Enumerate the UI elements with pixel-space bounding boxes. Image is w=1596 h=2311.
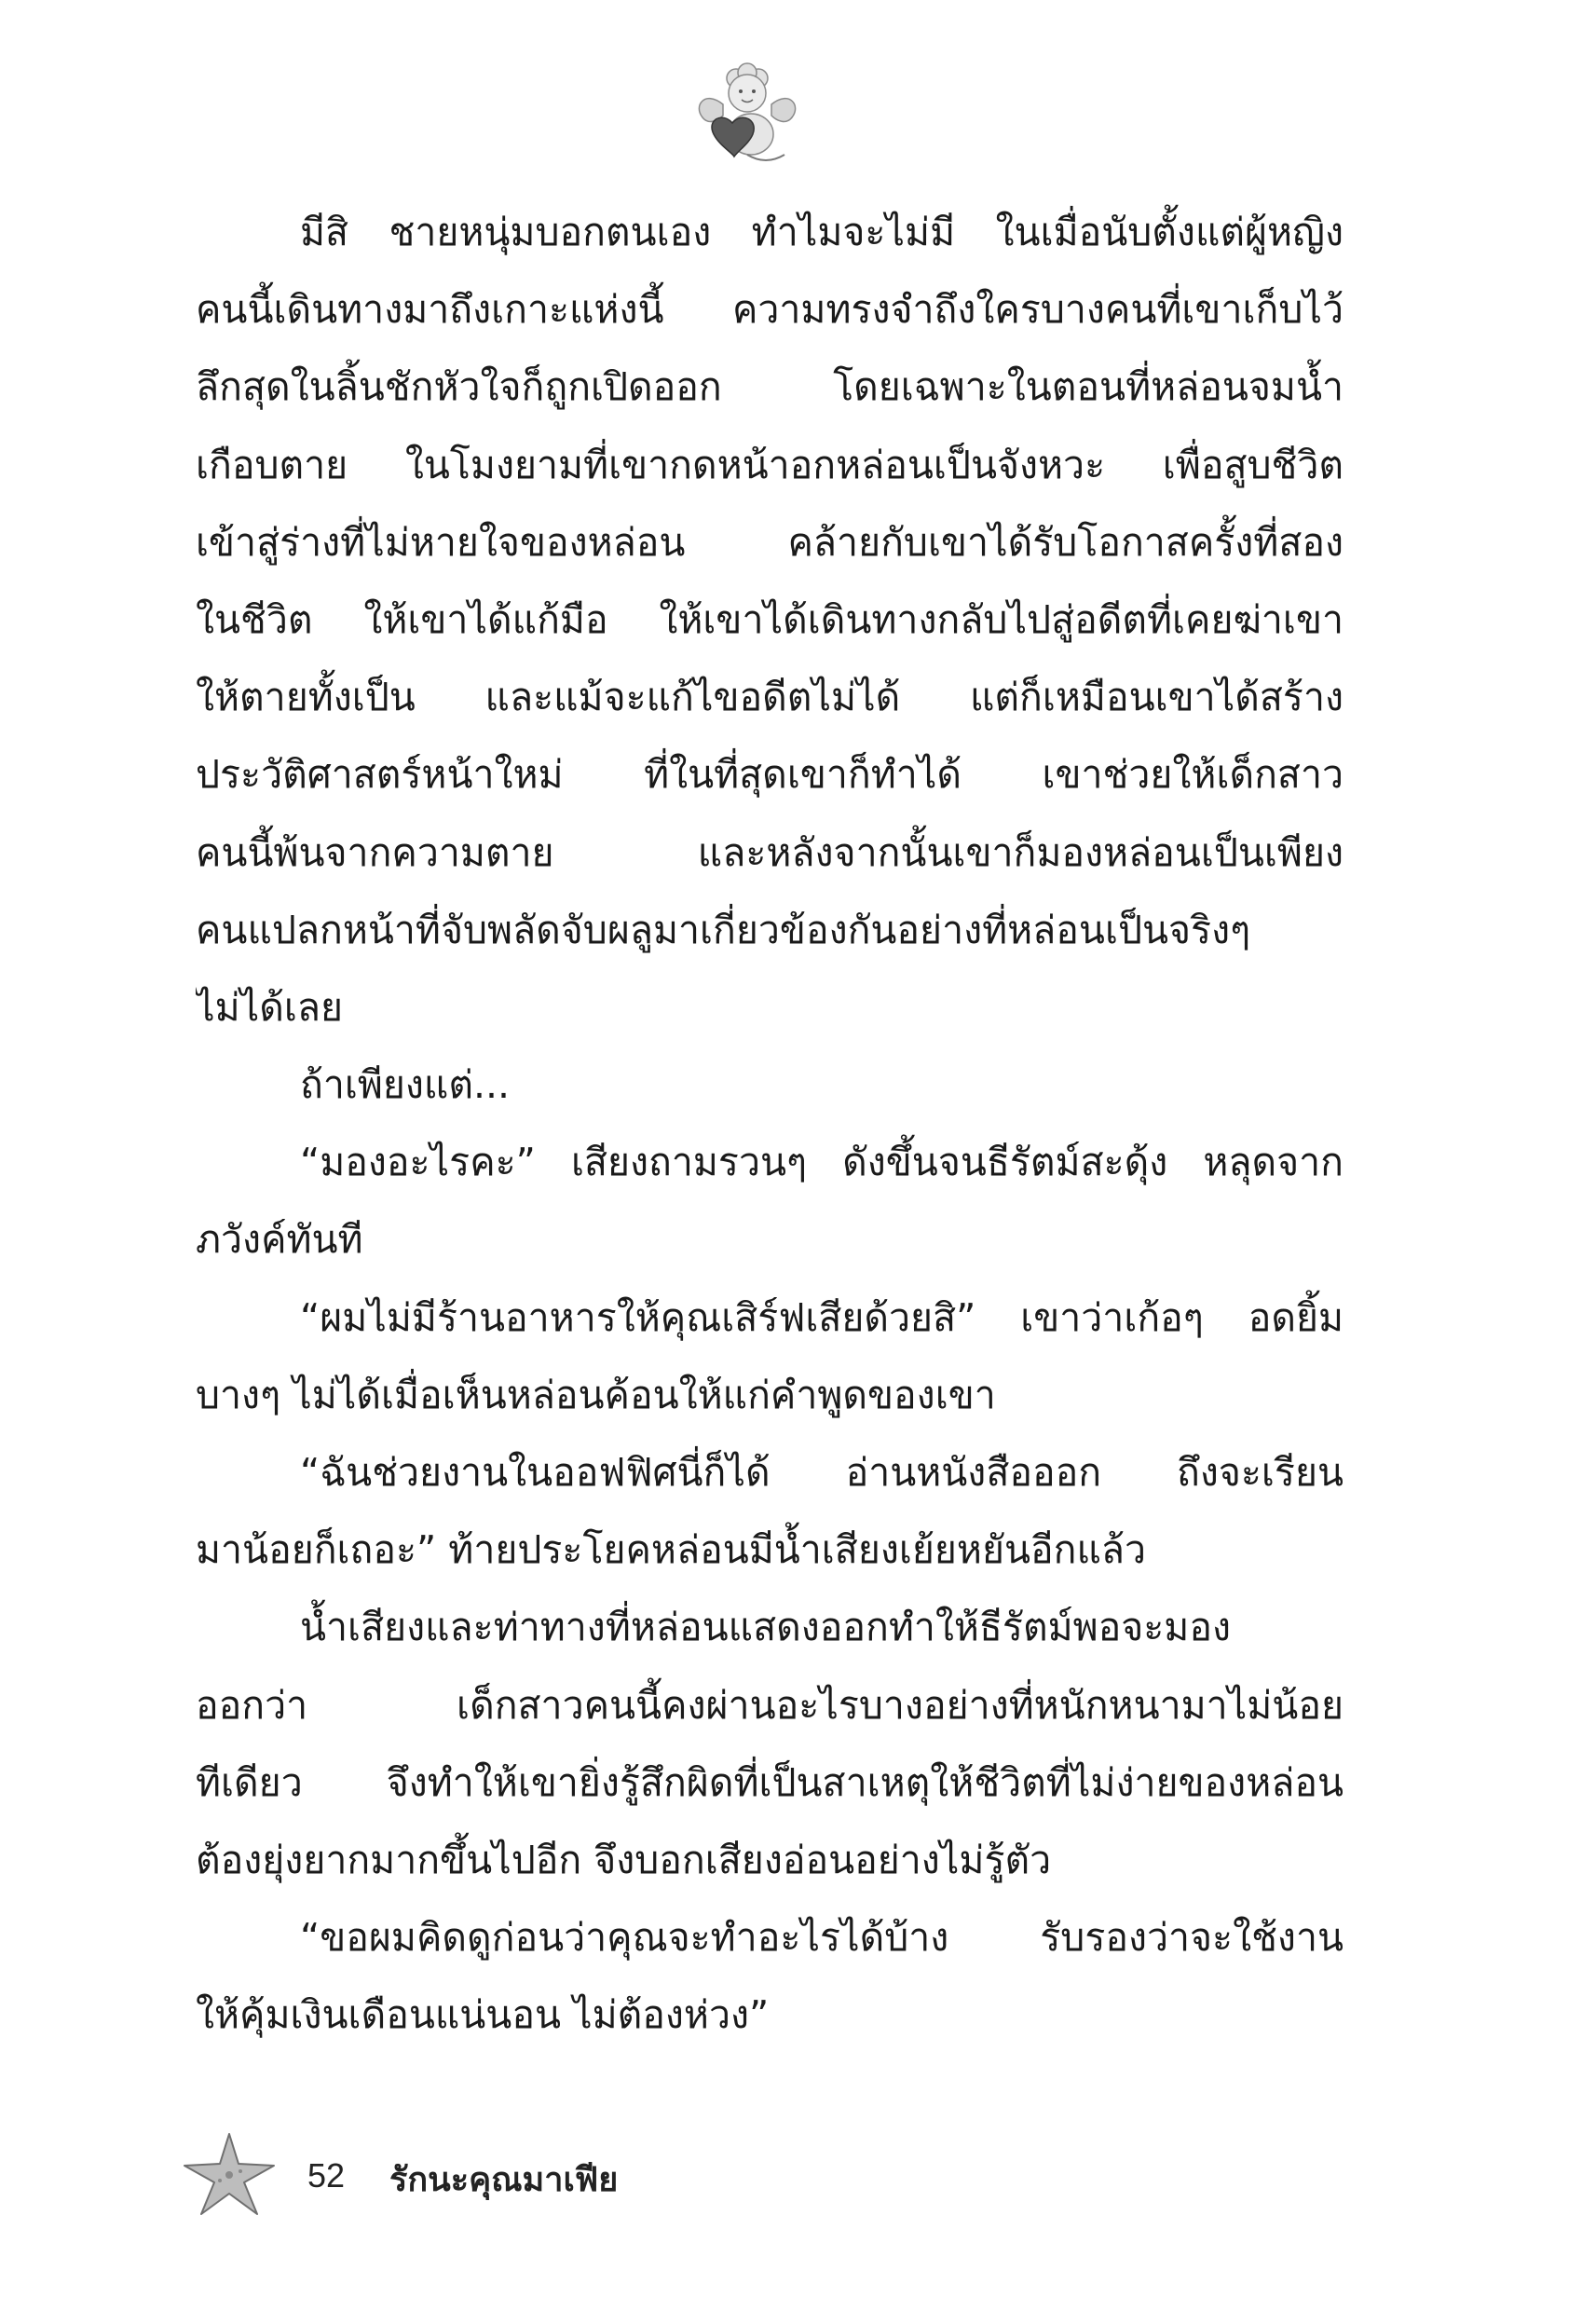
text-line: เกือบตาย ในโมงยามที่เขากดหน้าอกหล่อนเป็นจังหวะ เพื่อสูบชีวิต — [196, 442, 1344, 487]
text-line: ประวัติศาสตร์หน้าใหม่ ที่ในที่สุดเขาก็ทำได้ เขาช่วยให้เด็กสาว — [196, 752, 1344, 798]
text-line: ไม่ได้เลย — [196, 984, 344, 1030]
body-text — [196, 194, 1344, 2055]
page-number: 52 — [307, 2156, 346, 2195]
paragraph — [196, 1046, 1344, 1124]
text-line: มีสิ ชายหนุ่มบอกตนเอง ทำไมจะไม่มี ในเมื่อนับตั้งแต่ผู้หญิง — [300, 210, 1344, 254]
starfish-icon — [183, 2132, 276, 2216]
text-line: ให้ตายทั้งเป็น และแม้จะแก้ไขอดีตไม่ได้ แต่ก็เหมือนเขาได้สร้าง — [196, 675, 1344, 720]
paragraph — [196, 1434, 1344, 1589]
paragraph — [196, 194, 1344, 1046]
text-line: ทีเดียว จึงทำให้เขายิ่งรู้สึกผิดที่เป็นสาเหตุให้ชีวิตที่ไม่ง่ายของหล่อน — [196, 1759, 1344, 1805]
text-line: น้ำเสียงและท่าทางที่หล่อนแสดงออกทำให้ธีรัตม์พอจะมอง — [300, 1605, 1231, 1650]
page-footer — [183, 2132, 835, 2216]
text-line: “ฉันช่วยงานในออฟฟิศนี่ก็ได้ อ่านหนังสือออก ถึงจะเรียน — [300, 1450, 1344, 1495]
text-line: ในชีวิต ให้เขาได้แก้มือ ให้เขาได้เดินทางกลับไปสู่อดีตที่เคยฆ่าเขา — [196, 596, 1344, 642]
paragraph — [196, 1279, 1344, 1434]
text-line: มาน้อยก็เถอะ” ท้ายประโยคหล่อนมีน้ำเสียงเย้ยหยันอีกแล้ว — [196, 1527, 1147, 1573]
text-line: บางๆ ไม่ได้เมื่อเห็นหล่อนค้อนให้แก่คำพูดของเขา — [196, 1372, 996, 1417]
paragraph — [196, 1589, 1344, 1899]
text-line: คนนี้เดินทางมาถึงเกาะแห่งนี้ ความทรงจำถึงใครบางคนที่เขาเก็บไว้ — [196, 287, 1344, 333]
text-line: “ผมไม่มีร้านอาหารให้คุณเสิร์ฟเสียด้วยสิ” เขาว่าเก้อๆ อดยิ้ม — [300, 1294, 1344, 1340]
text-line: คนแปลกหน้าที่จับพลัดจับผลูมาเกี่ยวข้องกันอย่างที่หล่อนเป็นจริงๆ — [196, 907, 1251, 952]
text-line: คนนี้พ้นจากความตาย และหลังจากนั้นเขาก็มองหล่อนเป็นเพียง — [196, 829, 1344, 875]
text-line: ถ้าเพียงแต่... — [300, 1062, 511, 1108]
paragraph — [196, 1899, 1344, 2054]
text-line: “ขอผมคิดดูก่อนว่าคุณจะทำอะไรได้บ้าง รับรองว่าจะใช้งาน — [300, 1915, 1344, 1961]
text-line: ให้คุ้มเงินเดือนแน่นอน ไม่ต้องห่วง” — [196, 1992, 770, 2038]
paragraph — [196, 1124, 1344, 1279]
text-line: “มองอะไรคะ” เสียงถามรวนๆ ดังขึ้นจนธีรัตม์สะดุ้ง หลุดจาก — [300, 1140, 1344, 1185]
text-line: ภวังค์ทันที — [196, 1217, 363, 1263]
text-line: ต้องยุ่งยากมากขึ้นไปอีก จึงบอกเสียงอ่อนอย่างไม่รู้ตัว — [196, 1837, 1052, 1882]
text-line: ลึกสุดในลิ้นชักหัวใจก็ถูกเปิดออก โดยเฉพาะในตอนที่หล่อนจมน้ำ — [196, 364, 1344, 410]
text-line: ออกว่า เด็กสาวคนนี้คงผ่านอะไรบางอย่างที่หนักหนามาไม่น้อย — [196, 1682, 1344, 1728]
text-line: เข้าสู่ร่างที่ไม่หายใจของหล่อน คล้ายกับเขาได้รับโอกาสครั้งที่สอง — [196, 519, 1344, 565]
book-title: รักนะคุณมาเฟีย — [389, 2161, 619, 2199]
cherub-holding-heart-icon — [691, 58, 803, 170]
